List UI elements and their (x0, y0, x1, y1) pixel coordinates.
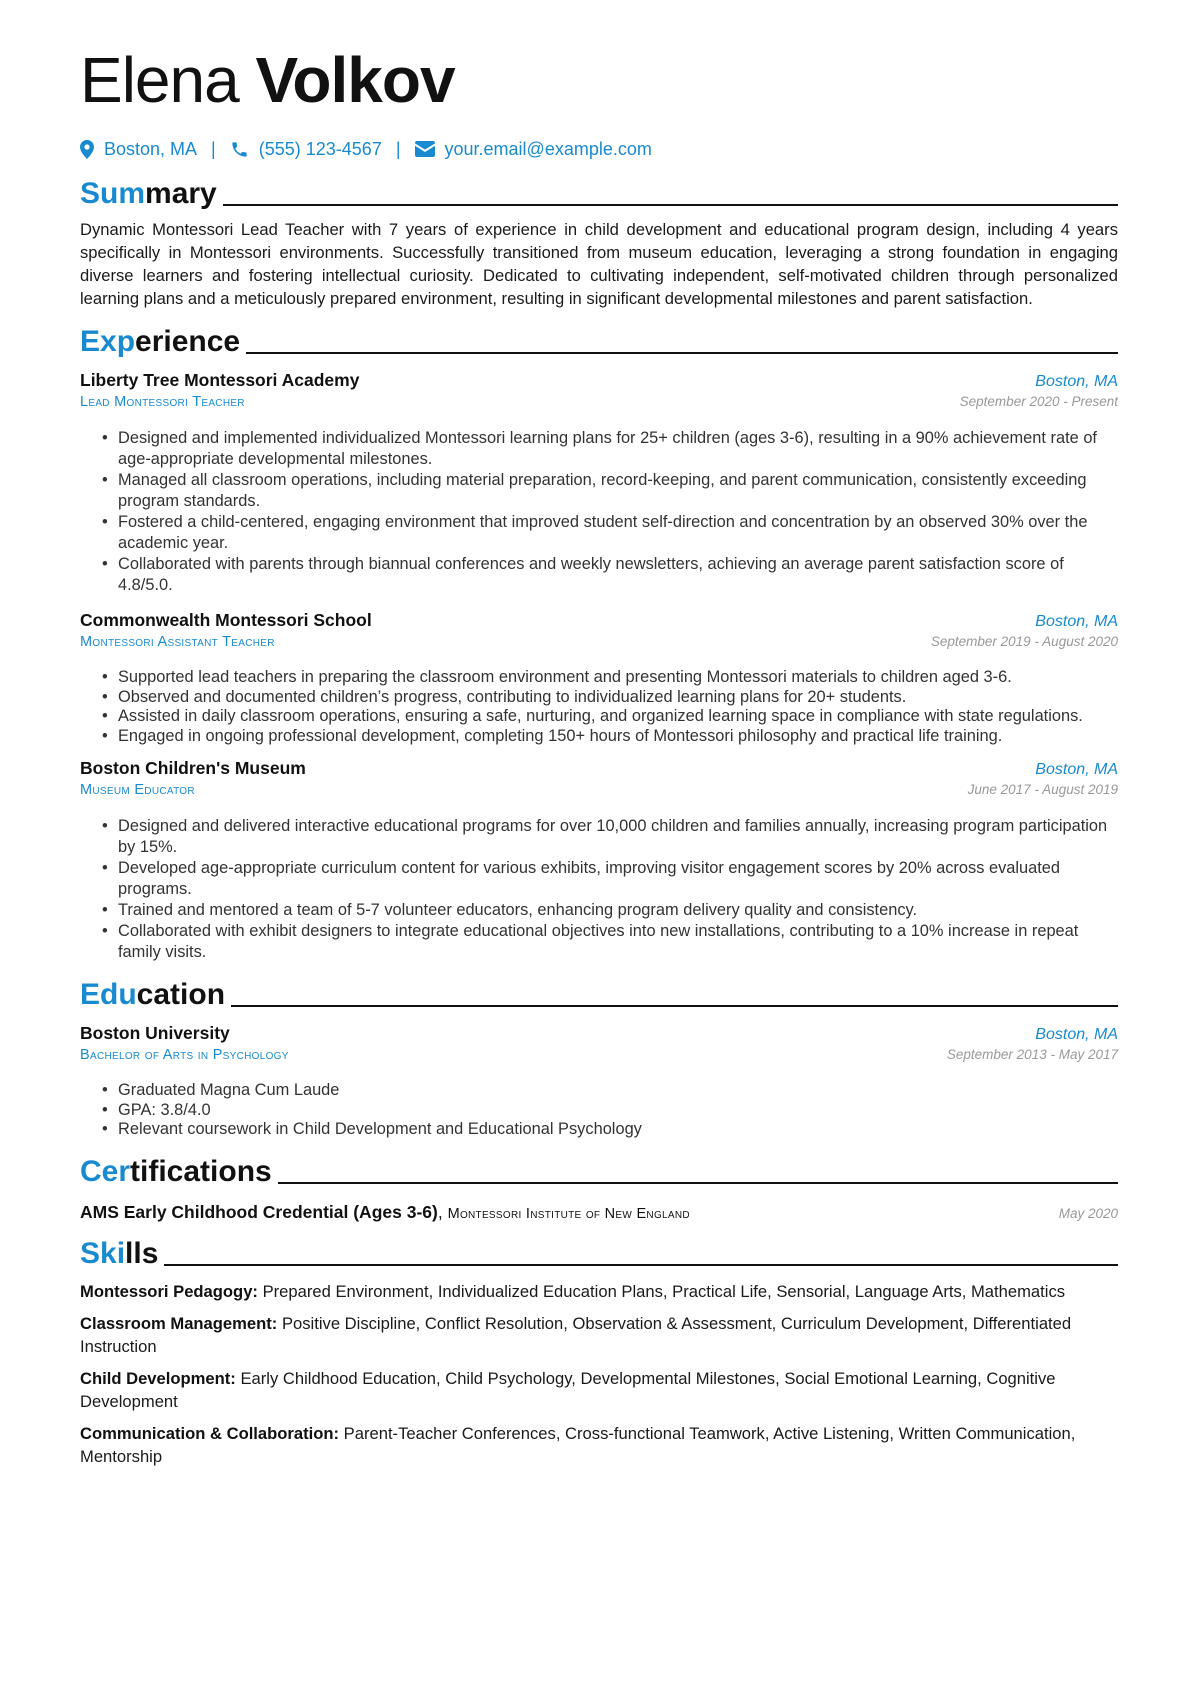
school-name: Boston University (80, 1023, 230, 1043)
skill-group (80, 1367, 1118, 1413)
bullet-item: • Trained and mentored a team of 5-7 volunteer educators, enhancing program delivery quality and consistency. (102, 900, 1118, 921)
bullet-list (80, 668, 1118, 746)
experience-entry (80, 610, 1118, 746)
phone-text: (555) 123-4567 (258, 138, 382, 159)
entry-dates: June 2017 - August 2019 (967, 782, 1118, 797)
experience-heading (80, 324, 1118, 360)
employer-name: Commonwealth Montessori School (80, 610, 372, 630)
section-rule (223, 204, 1118, 206)
section-rule (164, 1264, 1118, 1266)
bullet-list (80, 816, 1118, 963)
skill-values: Early Childhood Education, Child Psychology, Developmental Milestones, Social Emotional Learning, Cognitive Development (80, 1368, 1056, 1411)
section-title (80, 176, 217, 212)
entry-location: Boston, MA (1035, 1026, 1118, 1043)
summary-text: Dynamic Montessori Lead Teacher with 7 years of experience in child development and educational program design, including 4 years specifically in Montessori environments. Successfully transitioned from museum education, leveraging a strong foundation in engaging diverse learners and fostering intellectual curiosity. Dedicated to cultivating independent, self-motivated children through personalized learning plans and a meticulously prepared environment, resulting in significant developmental milestones and parent satisfaction. (80, 220, 1118, 308)
section-title (80, 1236, 158, 1272)
certification-text (80, 1202, 690, 1223)
education-entry (80, 1023, 1118, 1140)
entry-dates: September 2019 - August 2020 (930, 634, 1118, 649)
section-title (80, 324, 240, 360)
envelope-icon (415, 141, 435, 157)
certifications-heading (80, 1154, 1118, 1190)
skill-label: Child Development: (80, 1368, 236, 1388)
entry-location: Boston, MA (1035, 761, 1118, 778)
certification-separator: , (437, 1201, 443, 1222)
bullet-item: • Designed and delivered interactive educational programs for over 10,000 children and families annually, increasing program participation by 15%. (102, 816, 1118, 858)
section-title (80, 977, 225, 1013)
bullet-item: • Collaborated with exhibit designers to integrate educational objectives into new installations, contributing to a 10% increase in repeat family visits. (102, 921, 1118, 963)
section-title-rest: cation (136, 978, 226, 1011)
skill-label: Classroom Management: (80, 1313, 278, 1333)
section-title-accent: Ski (80, 1236, 126, 1270)
section-title-rest: erience (135, 325, 241, 358)
section-rule (278, 1182, 1118, 1184)
bullet-item: • Developed age-appropriate curriculum content for various exhibits, improving visitor engagement scores by 20% across evaluated programs. (102, 858, 1118, 900)
summary-heading (80, 176, 1118, 212)
section-title-rest: tifications (130, 1154, 272, 1188)
entry-location: Boston, MA (1035, 613, 1118, 630)
bullet-item: • Designed and implemented individualized Montessori learning plans for 25+ children (ages 3-6), resulting in a 90% achievement rate of age-appropriate developmental milestones. (102, 428, 1118, 470)
degree-title: Bachelor of Arts in Psychology (80, 1047, 289, 1063)
section-rule (246, 352, 1118, 354)
experience-entry (80, 370, 1118, 596)
certification-name: AMS Early Childhood Credential (Ages 3-6) (80, 1201, 438, 1222)
employer-name: Boston Children's Museum (80, 758, 306, 778)
bullet-item: • Relevant coursework in Child Development and Educational Psychology (102, 1120, 1118, 1140)
bullet-item: • Engaged in ongoing professional development, completing 150+ hours of Montessori philosophy and practical life training. (102, 727, 1118, 747)
section-rule (231, 1005, 1118, 1007)
bullet-item: • Managed all classroom operations, including material preparation, record-keeping, and parent communication, consistently exceeding program standards. (102, 470, 1118, 512)
contact-separator: | (211, 138, 216, 159)
entry-dates: September 2013 - May 2017 (946, 1047, 1118, 1062)
bullet-item: • Observed and documented children’s progress, contributing to individualized learning plans for 20+ students. (102, 688, 1118, 708)
contact-phone[interactable] (230, 139, 382, 160)
entry-dates: September 2020 - Present (959, 394, 1118, 409)
bullet-item: • Fostered a child-centered, engaging environment that improved student self-direction and concentration by an observed 30% over the academic year. (102, 512, 1118, 554)
contact-separator: | (395, 138, 401, 159)
certification-issuer: Montessori Institute of New England (447, 1205, 690, 1222)
skill-values: Parent-Teacher Conferences, Cross-functional Teamwork, Active Listening, Written Communication, Mentorship (80, 1423, 1076, 1466)
skill-values: Prepared Environment, Individualized Education Plans, Practical Life, Sensorial, Language Arts, Mathematics (262, 1281, 1066, 1301)
bullet-list (80, 1081, 1118, 1140)
contact-location (80, 139, 197, 160)
section-title-rest: lls (125, 1236, 159, 1270)
skill-label: Communication & Collaboration: (80, 1423, 340, 1443)
skill-group (80, 1312, 1118, 1358)
skills-list (80, 1280, 1118, 1468)
bullet-item: • Collaborated with parents through biannual conferences and weekly newsletters, achieving an average parent satisfaction score of 4.8/5.0. (102, 554, 1118, 596)
skill-values: Positive Discipline, Conflict Resolution, Observation & Assessment, Curriculum Development, Differentiated Instruction (80, 1313, 1072, 1356)
section-title-rest: mary (145, 177, 217, 210)
section-title-accent: Sum (80, 177, 146, 210)
phone-icon (230, 140, 249, 159)
section-title-accent: Cer (80, 1154, 131, 1188)
entry-location: Boston, MA (1035, 373, 1118, 390)
employer-name: Liberty Tree Montessori Academy (80, 370, 360, 390)
job-title: Lead Montessori Teacher (80, 394, 245, 410)
last-name: Volkov (255, 44, 455, 116)
bullet-item: • GPA: 3.8/4.0 (102, 1101, 1118, 1121)
email-text: your.email@example.com (444, 138, 652, 159)
contact-email[interactable] (415, 139, 652, 160)
certification-date: May 2020 (1058, 1205, 1118, 1221)
first-name: Elena (80, 44, 239, 116)
bullet-item: • Assisted in daily classroom operations, ensuring a safe, nurturing, and organized learning space in compliance with state regulations. (102, 707, 1118, 727)
contact-bar (80, 134, 1118, 164)
section-title-accent: Edu (80, 978, 137, 1011)
certification-entry (80, 1202, 1118, 1226)
skill-label: Montessori Pedagogy: (80, 1281, 258, 1301)
section-title (80, 1154, 272, 1190)
bullet-item: • Supported lead teachers in preparing the classroom environment and presenting Montessori materials to children aged 3-6. (102, 668, 1118, 688)
candidate-name (80, 40, 1118, 120)
section-title-accent: Exp (80, 325, 136, 358)
bullet-list (80, 428, 1118, 596)
education-heading (80, 977, 1118, 1013)
experience-entry (80, 758, 1118, 963)
skill-group (80, 1280, 1118, 1303)
bullet-item: • Graduated Magna Cum Laude (102, 1081, 1118, 1101)
map-pin-icon (80, 140, 94, 159)
skills-heading (80, 1236, 1118, 1272)
job-title: Montessori Assistant Teacher (80, 634, 275, 650)
skill-group (80, 1422, 1118, 1468)
location-text: Boston, MA (104, 138, 198, 159)
job-title: Museum Educator (80, 782, 195, 798)
